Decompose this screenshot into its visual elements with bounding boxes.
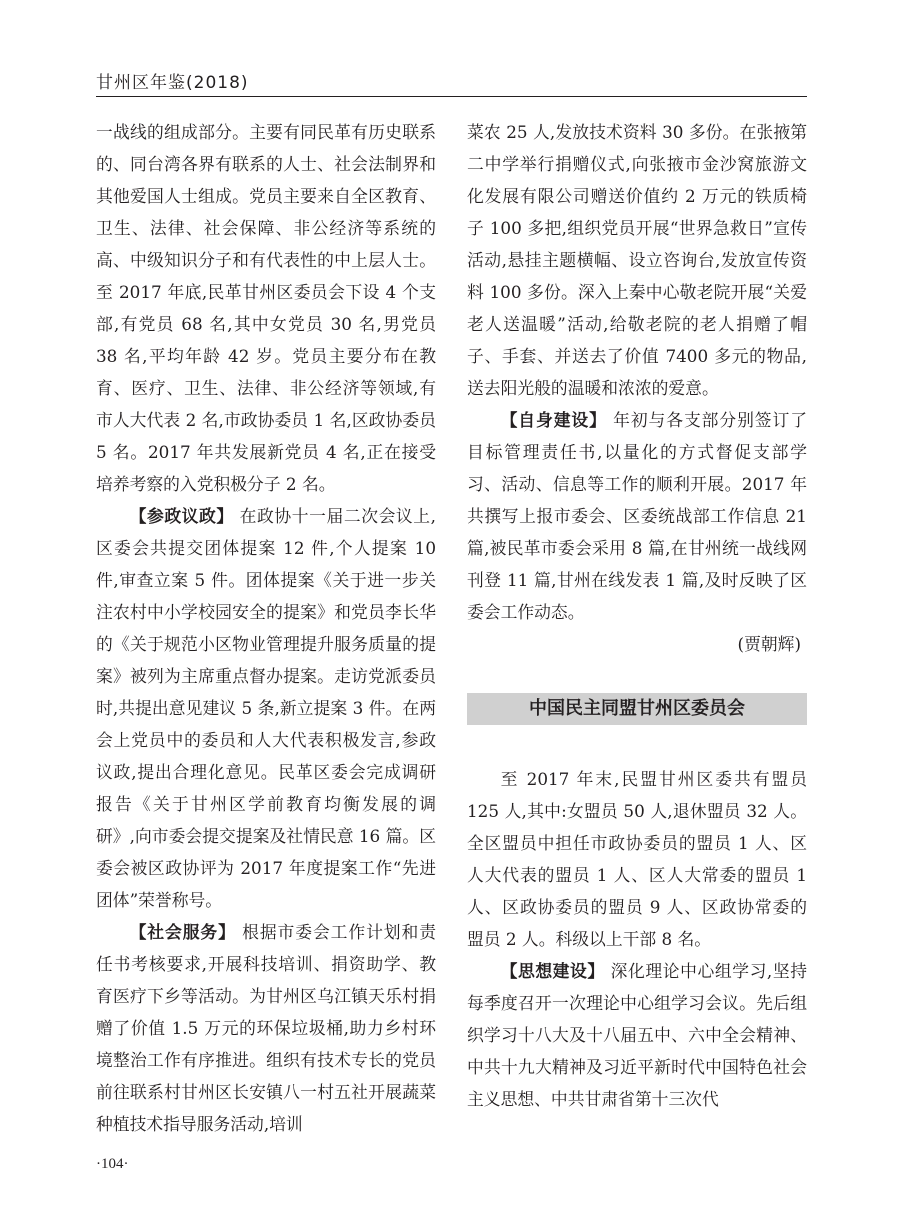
paragraph-body: 年初与各支部分别签订了目标管理责任书,以量化的方式督促支部学习、活动、信息等工作的顺利开展。2017 年共撰写上报市委会、区委统战部工作信息 21 篇,被民革市委会采用 8 篇,在甘州统一战线网刊登 11 篇,甘州在线发表 1 篇,及时反映了区委会工作动态。 [467, 410, 807, 622]
paragraph-body: 在政协十一届二次会议上,区委会共提交团体提案 12 件,个人提案 10 件,审查立案 5 件。团体提案《关于进一步关注农村中小学校园安全的提案》和党员李长华的《关于规范小区物业管理提升服务质量的提案》被列为主席重点督办提案。走访党派委员时,共提出意见建议 5 条,新立提案 3 件。在两会上党员中的委员和人大代表积极发言,参政议政,提出合理化意见。民革区委会完成调研报告《关于甘州区学前教育均衡发展的调研》,向市委会提交提案及社情民意 16 篇。区委会被区政协评为 2017 年度提案工作“先进团体”荣誉称号。 [96, 506, 436, 910]
paragraph-overview: 至 2017 年末,民盟甘州区委共有盟员 125 人,其中:女盟员 50 人,退休盟员 32 人。全区盟员中担任市政协委员的盟员 1 人、区人大代表的盟员 1 人、区人大常委的盟员 1 人、区政协委员的盟员 9 人、区政协常委的盟员 2 人。科级以上干部 8 名。 [467, 769, 807, 949]
paragraph-continued: 菜农 25 人,发放技术资料 30 多份。在张掖第二中学举行捐赠仪式,向张掖市金沙窝旅游文化发展有限公司赠送价值约 2 万元的铁质椅子 100 多把,组织党员开展“世界急救日”宣传活动,悬挂主题横幅、设立咨询台,发放宣传资料 100 多份。深入上秦中心敬老院开展“关爱老人送温暖”活动,给敬老院的老人捐赠了帽子、手套、并送去了价值 7400 多元的物品,送去阳光般的温暖和浓浓的爱意。 [467, 122, 807, 398]
section-keyword: 【社会服务】 [129, 922, 236, 942]
paragraph-self-building [467, 404, 807, 628]
paragraph-social-service [96, 916, 436, 1140]
right-column [467, 116, 807, 1115]
running-header-title: 甘州区年鉴(2018) [96, 73, 249, 93]
left-column [96, 116, 436, 1140]
paragraph-continued: 一战线的组成部分。主要有同民革有历史联系的、同台湾各界有联系的人士、社会法制界和其他爱国人士组成。党员主要来自全区教育、卫生、法律、社会保障、非公经济等系统的高、中级知识分子和有代表性的中上层人士。至 2017 年底,民革甘州区委员会下设 4 个支部,有党员 68 名,其中女党员 30 名,男党员 38 名,平均年龄 42 岁。党员主要分布在教育、医疗、卫生、法律、非公经济等领域,有市人大代表 2 名,市政协委员 1 名,区政协委员 5 名。2017 年共发展新党员 4 名,正在接受培养考察的入党积极分子 2 名。 [96, 122, 436, 494]
section-keyword: 【自身建设】 [500, 410, 607, 430]
section-keyword: 【参政议政】 [129, 506, 234, 526]
section-title-banner: 中国民主同盟甘州区委员会 [467, 693, 807, 725]
paragraph-ideological-building [467, 955, 807, 1115]
paragraph-body: 根据市委会工作计划和责任书考核要求,开展科技培训、捐资助学、教育医疗下乡等活动。为甘州区乌江镇天乐村捐赠了价值 1.5 万元的环保垃圾桶,助力乡村环境整治工作有序推进。组织有技术专长的党员前往联系村甘州区长安镇八一村五社开展蔬菜种植技术指导服务活动,培训 [96, 922, 436, 1134]
header-rule [96, 96, 807, 97]
paragraph-body: 深化理论中心组学习,坚持每季度召开一次理论中心组学习会议。先后组织学习十八大及十八届五中、六中全会精神、中共十九大精神及习近平新时代中国特色社会主义思想、中共甘肃省第十三次代 [467, 961, 807, 1109]
author-signature: (贾朝辉) [737, 634, 801, 654]
section-keyword: 【思想建设】 [500, 961, 605, 981]
page-number: ·104· [96, 1156, 129, 1172]
paragraph-political-participation [96, 500, 436, 916]
